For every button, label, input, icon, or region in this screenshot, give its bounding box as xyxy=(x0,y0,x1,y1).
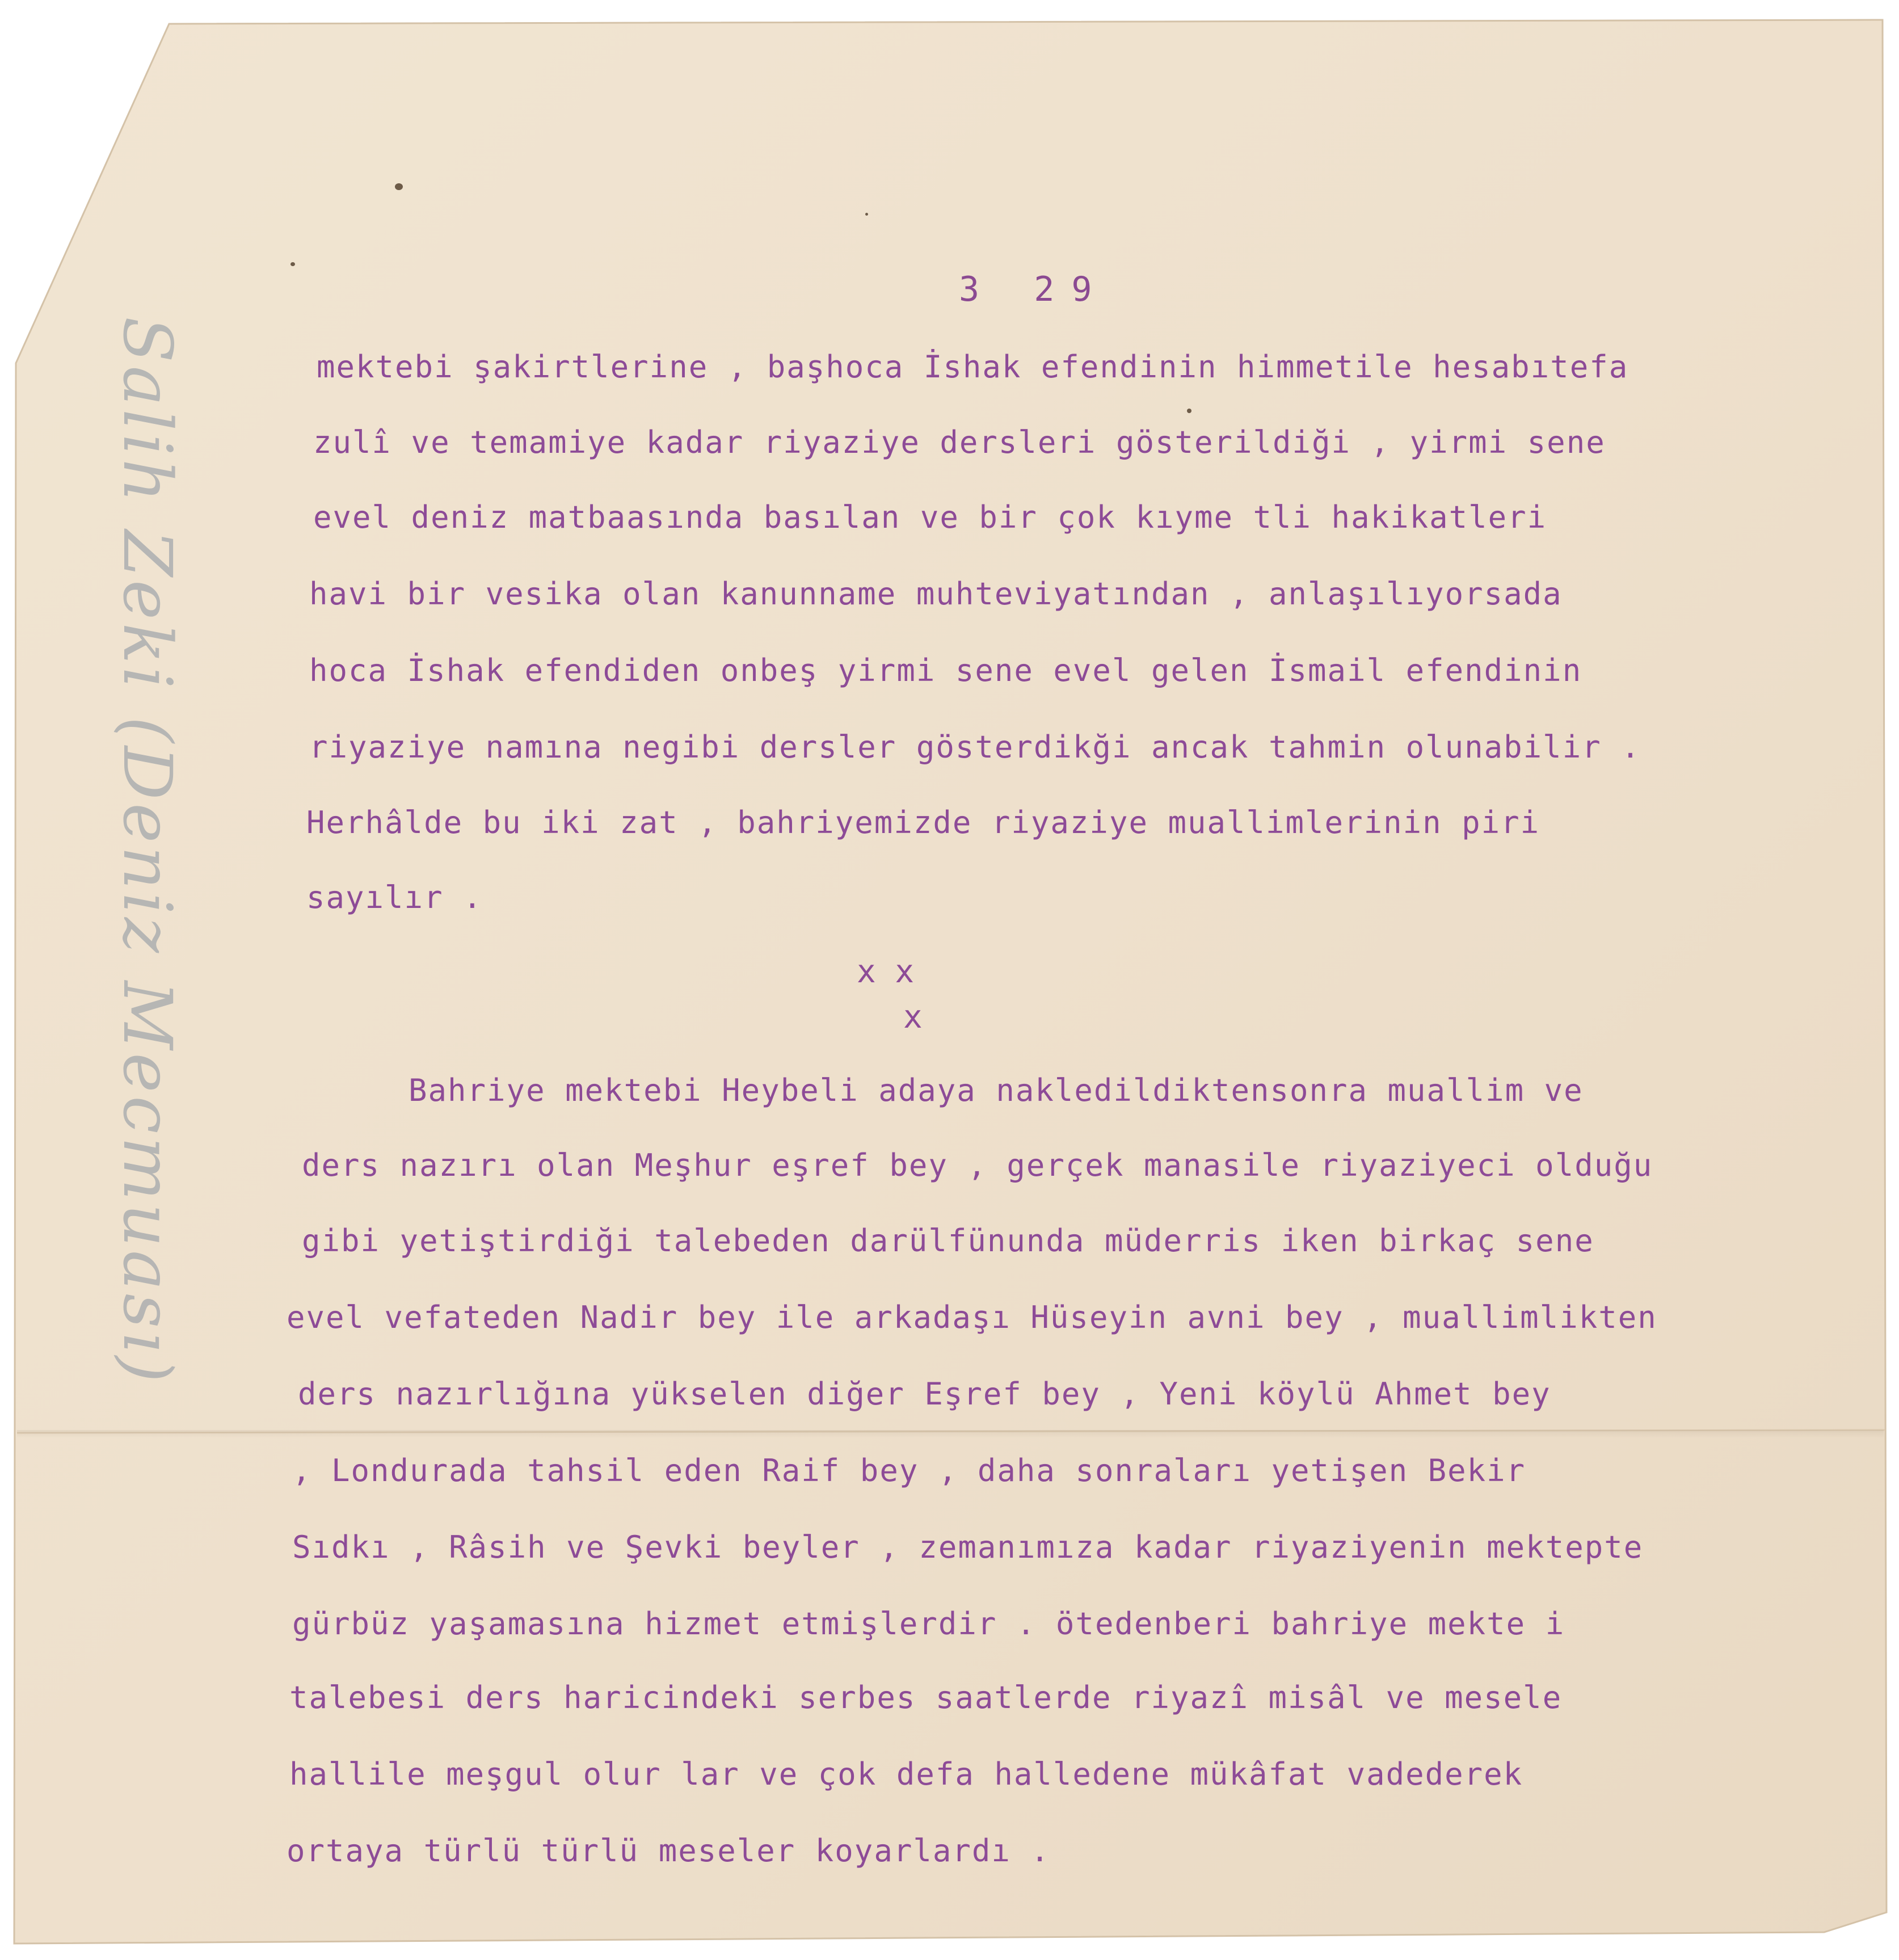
text-line: hallile meşgul olur lar ve çok defa halledene mükâfat vadederek xyxy=(289,1756,1523,1792)
paper-speck xyxy=(395,183,403,190)
separator-marks-row-2: x xyxy=(903,999,923,1036)
text-line: mektebi şakirtlerine , başhoca İshak efendinin himmetile hesabıtefa xyxy=(317,349,1629,385)
text-line: gibi yetiştirdiği talebeden darülfünunda müderris iken birkaç sene xyxy=(302,1223,1594,1259)
text-line: talebesi ders haricindeki serbes saatlerde riyazî misâl ve mesele xyxy=(289,1680,1563,1715)
text-line: Sıdkı , Râsih ve Şevki beyler , zemanımıza kadar riyaziyenin mektepte xyxy=(292,1529,1644,1565)
paper-speck xyxy=(865,213,868,216)
text-line: sayılır . xyxy=(306,880,483,915)
text-line: riyaziye namına negibi dersler gösterdikği ancak tahmin olunabilir . xyxy=(309,729,1641,765)
text-line: zulî ve temamiye kadar riyaziye dersleri gösterildiği , yirmi sene xyxy=(313,424,1606,460)
pencil-margin-note xyxy=(85,317,210,1386)
text-line: ortaya türlü türlü meseler koyarlardı . xyxy=(287,1833,1050,1869)
text-line: gürbüz yaşamasına hizmet etmişlerdir . ötedenberi bahriye mekte i xyxy=(292,1606,1565,1642)
separator-marks-row-1: x x xyxy=(857,953,915,990)
text-line: havi bir vesika olan kanunname muhteviyatından , anlaşılıyorsada xyxy=(309,576,1563,612)
text-line: evel deniz matbaasında basılan ve bir çok kıyme tli hakikatleri xyxy=(313,499,1547,535)
text-line: evel vefateden Nadir bey ile arkadaşı Hüseyin avni bey , muallimlikten xyxy=(287,1299,1657,1335)
text-line: hoca İshak efendiden onbeş yirmi sene evel gelen İsmail efendinin xyxy=(309,653,1582,688)
paper-speck xyxy=(1187,409,1191,413)
text-line: ders nazırlığına yükselen diğer Eşref bey , Yeni köylü Ahmet bey xyxy=(298,1376,1551,1412)
page-number: 3 29 xyxy=(959,270,1109,309)
text-line: , Londurada tahsil eden Raif bey , daha sonraları yetişen Bekir xyxy=(292,1453,1526,1488)
margin-note-text: Salih Zeki (Deniz Mecmuası) xyxy=(108,317,187,1386)
fold-crease xyxy=(17,1430,1884,1438)
text-line: Bahriye mektebi Heybeli adaya nakledildiktensonra muallim ve xyxy=(409,1072,1584,1108)
text-line: ders nazırı olan Meşhur eşref bey , gerçek manasile riyaziyeci olduğu xyxy=(302,1147,1653,1183)
paper-speck xyxy=(290,262,295,266)
text-line: Herhâlde bu iki zat , bahriyemizde riyaziye muallimlerinin piri xyxy=(306,805,1540,840)
